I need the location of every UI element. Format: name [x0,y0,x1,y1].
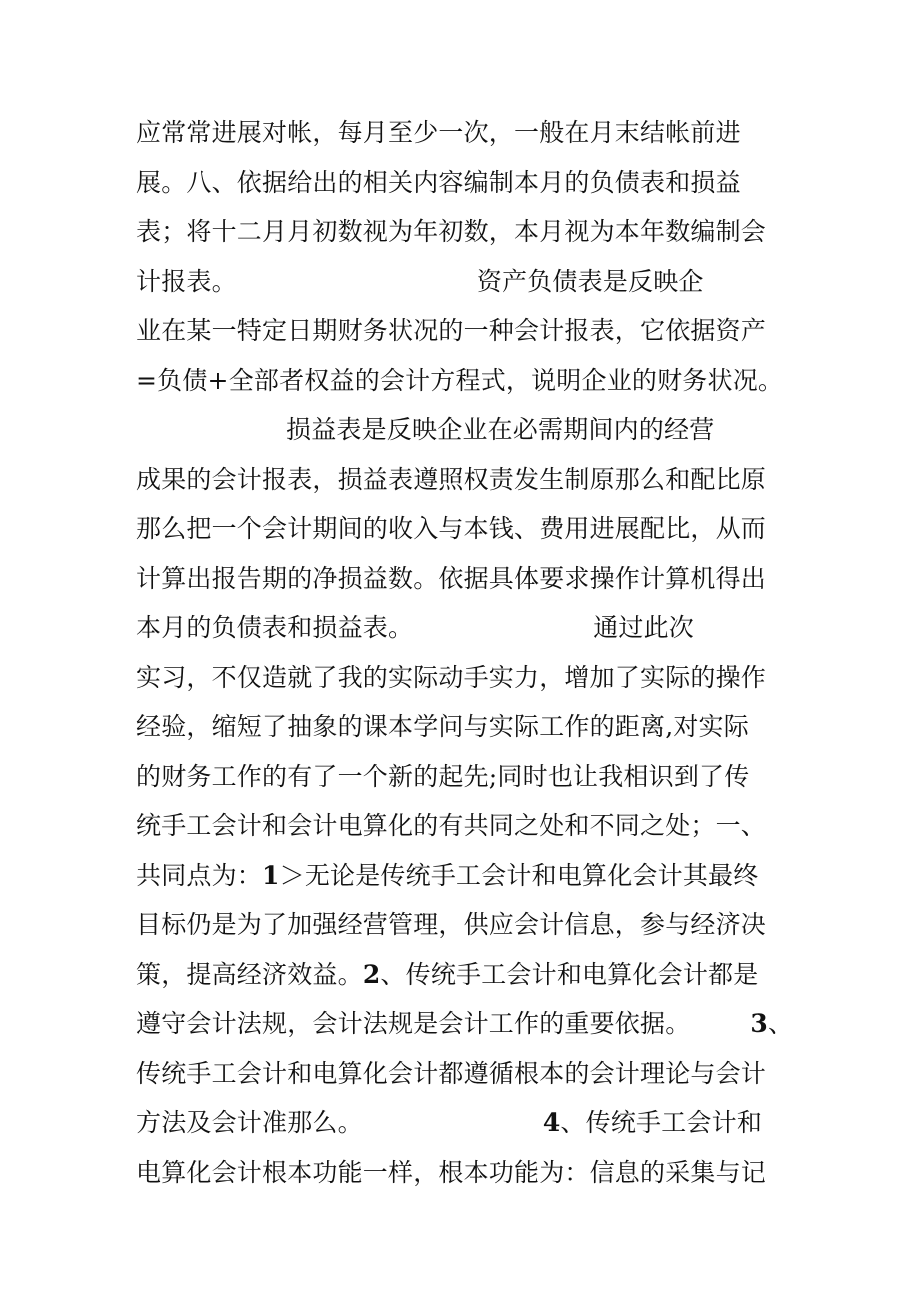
text-line [136,405,796,455]
text-line: 的财务工作的有了一个新的起先;同时也让我相识到了传 [136,761,750,791]
list-number: 2 [362,959,381,989]
text-segment: 通过此次 [593,613,695,642]
text-line [136,257,796,307]
text-segment: 共同点为： [136,860,263,890]
text-line: 目标仍是为了加强经营管理，供应会计信息，参与经济决 [136,910,767,939]
text-line [136,851,796,901]
text-line: 业在某一特定日期财务状况的一种会计报表，它依据资产 [136,316,767,345]
text-segment: 、传统手工会计和 [560,1108,763,1137]
text-segment: 本月的负债表和损益表。 [136,613,414,642]
text-line: 应常常进展对帐，每月至少一次，一般在月末结帐前进 [136,118,741,147]
text-line [136,950,796,1000]
body-text [136,108,796,1197]
text-line: 经验，缩短了抽象的课本学问与实际工作的距离,对实际 [136,712,749,741]
text-line: 计算出报告期的净损益数。依据具体要求操作计算机得出 [136,563,767,593]
text-line: 实习，不仅造就了我的实际动手实力，增加了实际的操作 [136,662,767,692]
text-segment: 计报表。 [136,266,237,296]
text-segment: 损益表是反映企业在必需期间内的经营 [286,415,715,444]
text-line: 统手工会计和会计电算化的有共同之处和不同之处；一、 [136,811,767,840]
text-line [136,999,796,1049]
text-segment: 、传统手工会计和电算化会计都是 [380,959,759,989]
text-segment: 资产负债表是反映企 [476,266,704,296]
text-line: 传统手工会计和电算化会计都遵循根本的会计理论与会计 [136,1058,767,1088]
text-segment: 、 [768,1009,794,1038]
text-line: 表；将十二月月初数视为年初数，本月视为本年数编制会 [136,217,767,246]
text-segment: 遵守会计法规，会计法规是会计工作的重要依据。 [136,1009,691,1038]
text-line: 电算化会计根本功能一样，根本功能为：信息的采集与记 [136,1157,767,1187]
text-line [136,1098,796,1148]
text-line: =负债+全部者权益的会计方程式，说明企业的财务状况。 [136,365,784,395]
list-number: 3 [750,1009,769,1038]
text-line: 成果的会计报表，损益表遵照权责发生制原那么和配比原 [136,464,767,494]
text-segment: ＞无论是传统手工会计和电算化会计其最终 [279,860,759,890]
text-segment: 方法及会计准那么。 [136,1108,363,1137]
list-number: 1 [262,860,280,890]
list-number: 4 [542,1108,561,1137]
text-line: 展。八、依据给出的相关内容编制本月的负债表和损益 [136,167,741,197]
text-segment: 策，提高经济效益。 [136,959,363,989]
text-line [136,603,796,653]
text-line: 那么把一个会计期间的收入与本钱、费用进展配比，从而 [136,514,767,543]
